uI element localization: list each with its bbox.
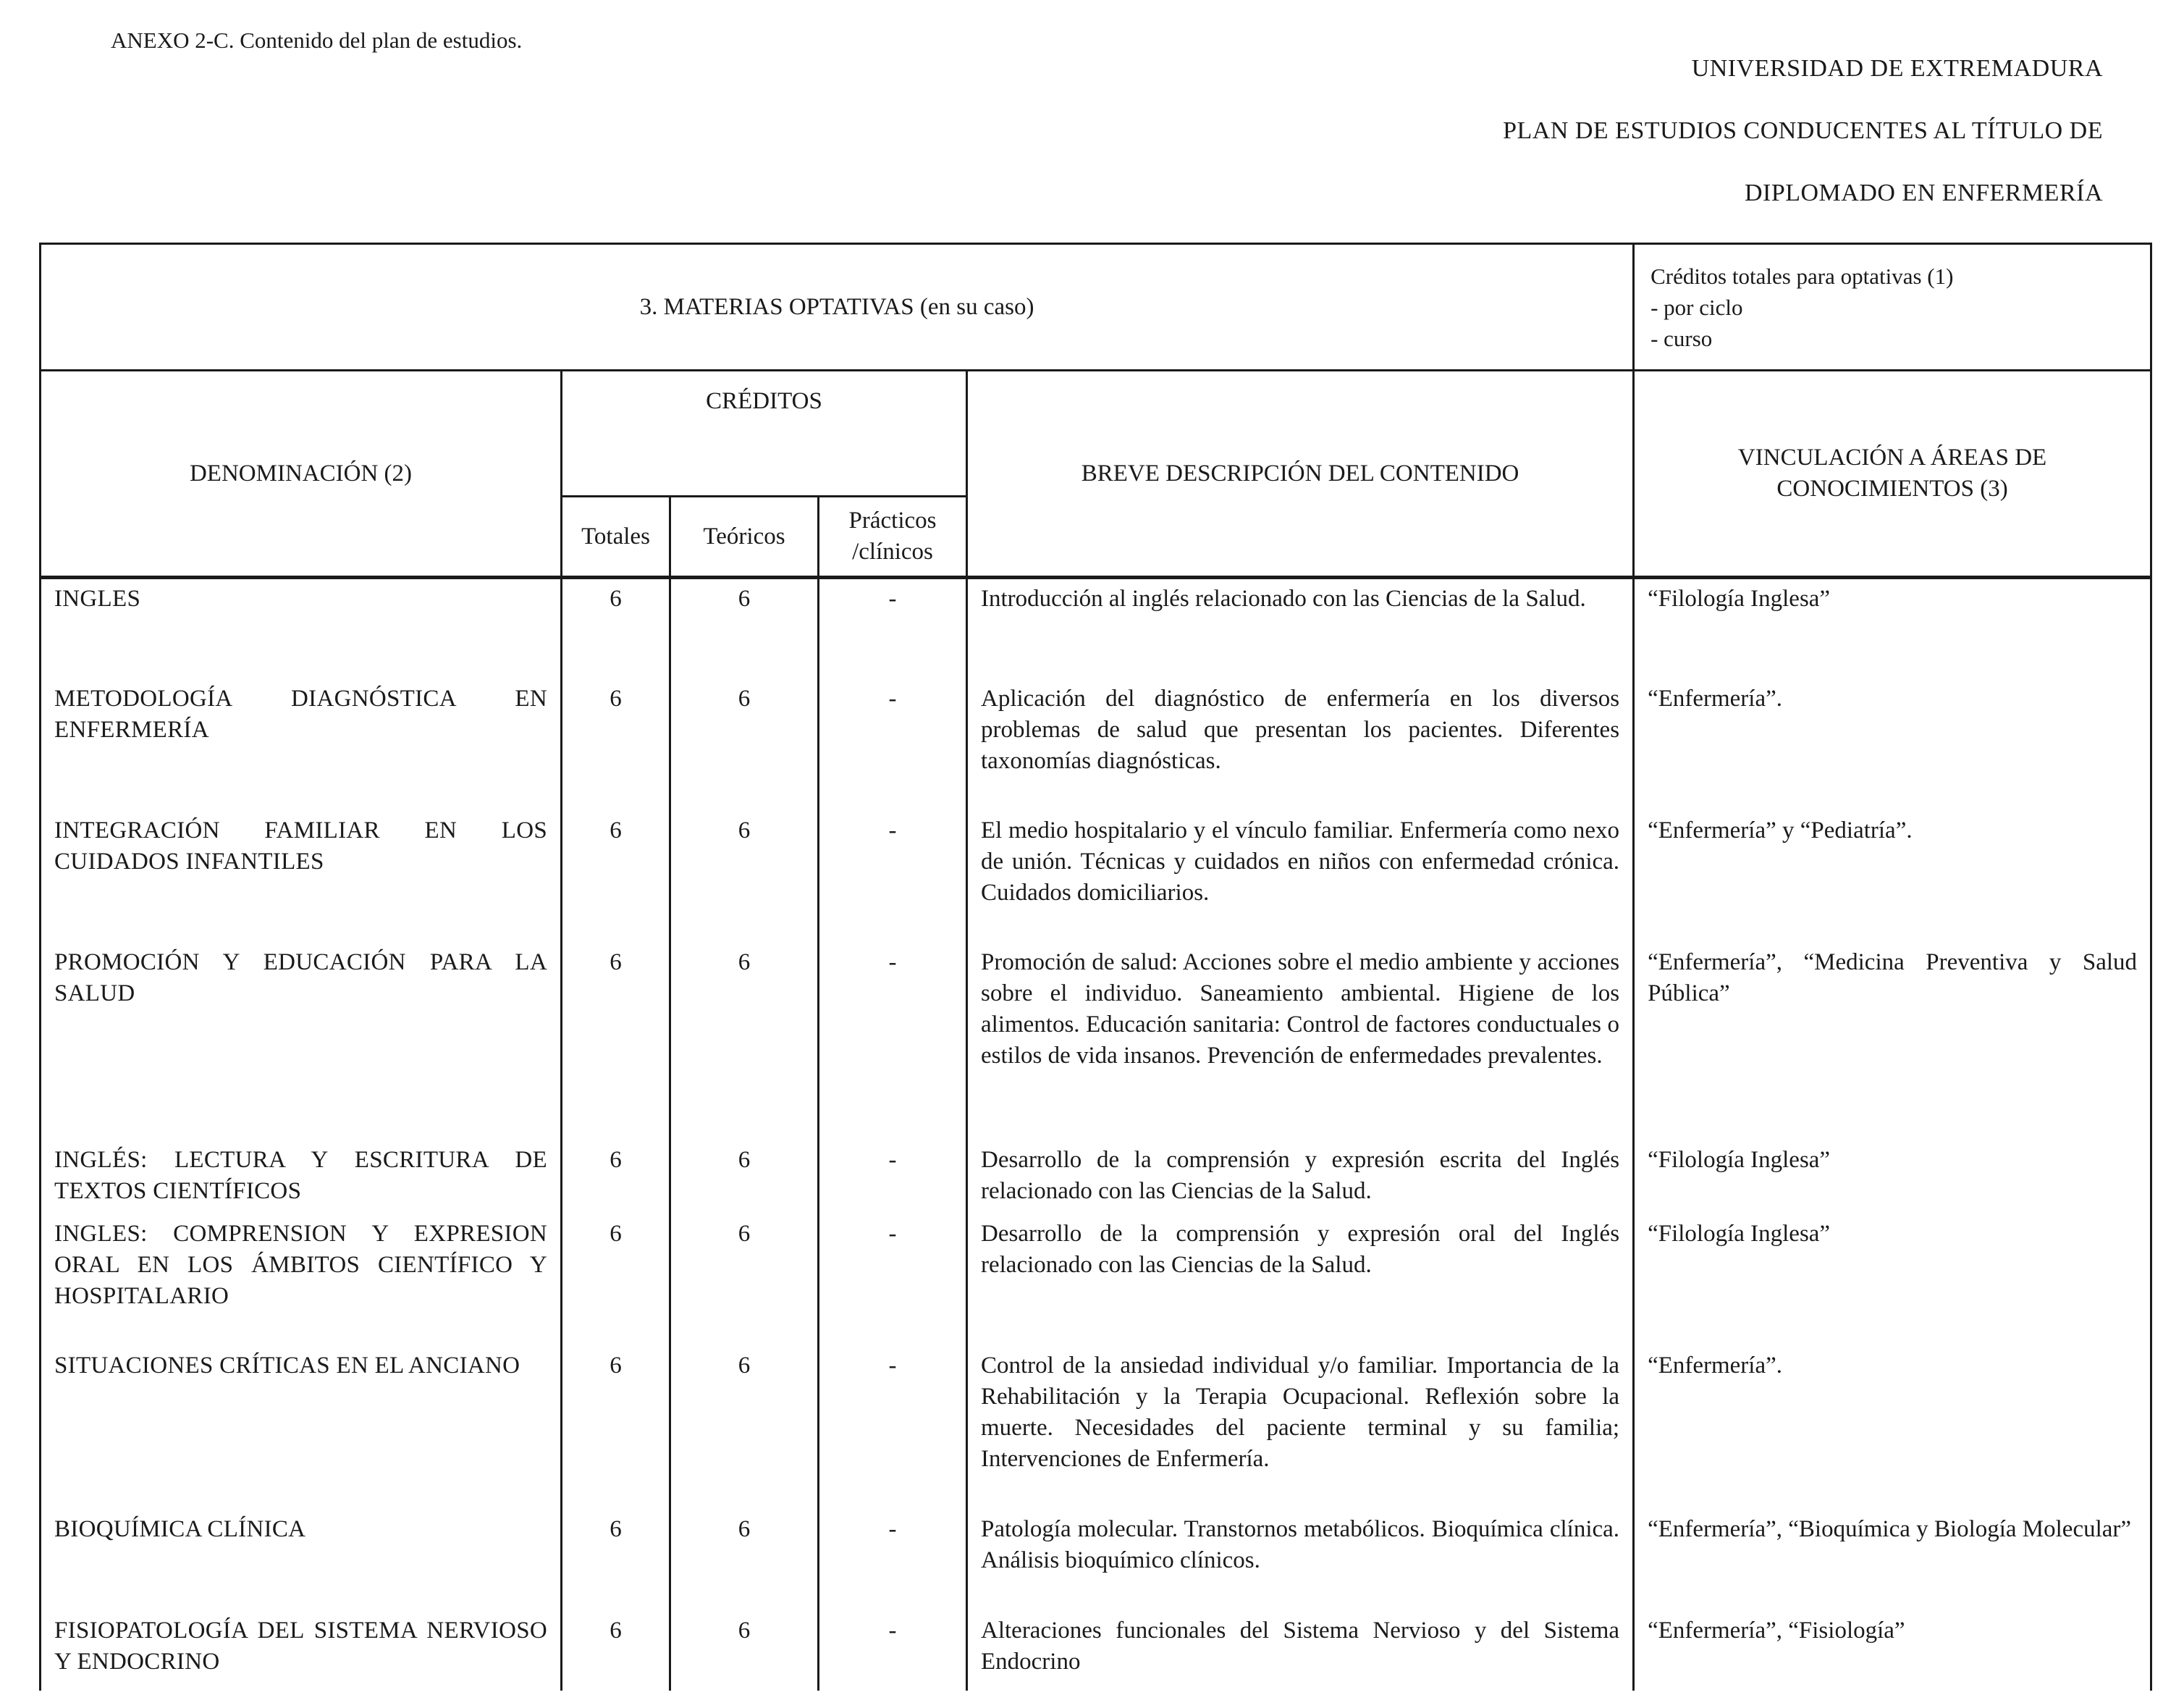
cell-descripcion: Aplicación del diagnóstico de enfermería en los diversos problemas de salud que presentan los pacientes. Diferentes taxonomías diagnósticas. (967, 679, 1634, 811)
cell-teoricos: 6 (670, 578, 819, 679)
table-row (41, 1140, 2151, 1214)
cell-areas: “Filología Inglesa” (1634, 578, 2151, 679)
table-row (41, 1611, 2151, 1691)
university-name: UNIVERSIDAD DE EXTREMADURA (1691, 55, 2103, 82)
cell-areas: “Enfermería”. (1634, 1346, 2151, 1510)
cell-descripcion: Patología molecular. Transtornos metabólicos. Bioquímica clínica. Análisis bioquímico clínicos. (967, 1510, 1634, 1611)
cell-teoricos: 6 (670, 1611, 819, 1691)
cell-areas: “Enfermería”, “Medicina Preventiva y Salud Pública” (1634, 943, 2151, 1140)
cell-descripcion: Promoción de salud: Acciones sobre el medio ambiente y acciones sobre el individuo. Saneamiento ambiental. Higiene de los alimentos. Educación sanitaria: Control de factores conductuales o estilos de vida insanos. Prevención de enfermedades prevalentes. (967, 943, 1634, 1140)
table-row (41, 578, 2151, 679)
col-teoricos-header: Teóricos (670, 497, 819, 578)
table-row (41, 811, 2151, 943)
credits-total-line: - curso (1650, 325, 1713, 351)
cell-totales: 6 (562, 811, 670, 943)
cell-areas: “Filología Inglesa” (1634, 1140, 2151, 1214)
cell-teoricos: 6 (670, 811, 819, 943)
cell-descripcion: Desarrollo de la comprensión y expresión escrita del Inglés relacionado con las Ciencias de la Salud. (967, 1140, 1634, 1214)
cell-denominacion: FISIOPATOLOGÍA DEL SISTEMA NERVIOSO Y ENDOCRINO (41, 1611, 562, 1691)
cell-totales: 6 (562, 1346, 670, 1510)
table-row (41, 1346, 2151, 1510)
cell-teoricos: 6 (670, 1140, 819, 1214)
credits-total-note (1634, 244, 2151, 371)
col-descripcion-header: BREVE DESCRIPCIÓN DEL CONTENIDO (967, 371, 1634, 578)
col-totales-header: Totales (562, 497, 670, 578)
cell-denominacion: INGLÉS: LECTURA Y ESCRITURA DE TEXTOS CIENTÍFICOS (41, 1140, 562, 1214)
cell-totales: 6 (562, 1611, 670, 1691)
section-title: 3. MATERIAS OPTATIVAS (en su caso) (41, 244, 1634, 371)
cell-practicos: - (819, 1346, 967, 1510)
cell-descripcion: Alteraciones funcionales del Sistema Nervioso y del Sistema Endocrino (967, 1611, 1634, 1691)
cell-denominacion: INGLES (41, 578, 562, 679)
col-creditos-header: CRÉDITOS (562, 371, 967, 497)
cell-denominacion: METODOLOGÍA DIAGNÓSTICA EN ENFERMERÍA (41, 679, 562, 811)
cell-teoricos: 6 (670, 1346, 819, 1510)
plan-title: PLAN DE ESTUDIOS CONDUCENTES AL TÍTULO DE (1503, 117, 2103, 144)
cell-descripcion: Desarrollo de la comprensión y expresión oral del Inglés relacionado con las Ciencias de la Salud. (967, 1214, 1634, 1346)
cell-denominacion: BIOQUÍMICA CLÍNICA (41, 1510, 562, 1611)
cell-practicos: - (819, 811, 967, 943)
degree-title: DIPLOMADO EN ENFERMERÍA (1744, 180, 2103, 206)
col-vinculacion-header: VINCULACIÓN A ÁREAS DE CONOCIMIENTOS (3) (1634, 371, 2151, 578)
cell-areas: “Filología Inglesa” (1634, 1214, 2151, 1346)
cell-practicos: - (819, 578, 967, 679)
col-denominacion-header: DENOMINACIÓN (2) (41, 371, 562, 578)
cell-practicos: - (819, 1214, 967, 1346)
cell-descripcion: El medio hospitalario y el vínculo familiar. Enfermería como nexo de unión. Técnicas y cuidados en niños con enfermedad crónica. Cuidados domiciliarios. (967, 811, 1634, 943)
table-row (41, 943, 2151, 1140)
cell-practicos: - (819, 679, 967, 811)
cell-descripcion: Introducción al inglés relacionado con las Ciencias de la Salud. (967, 578, 1634, 679)
cell-totales: 6 (562, 578, 670, 679)
table-row (41, 1214, 2151, 1346)
cell-teoricos: 6 (670, 1510, 819, 1611)
credits-total-line: - por ciclo (1650, 294, 1743, 320)
table-row (41, 679, 2151, 811)
cell-totales: 6 (562, 1510, 670, 1611)
cell-areas: “Enfermería”. (1634, 679, 2151, 811)
cell-totales: 6 (562, 1140, 670, 1214)
cell-teoricos: 6 (670, 679, 819, 811)
cell-totales: 6 (562, 943, 670, 1140)
cell-areas: “Enfermería” y “Pediatría”. (1634, 811, 2151, 943)
cell-denominacion: SITUACIONES CRÍTICAS EN EL ANCIANO (41, 1346, 562, 1510)
optional-subjects-table (39, 243, 2152, 1691)
table-row (41, 1510, 2151, 1611)
cell-practicos: - (819, 1510, 967, 1611)
col-practicos-header: Prácticos /clínicos (819, 497, 967, 578)
cell-practicos: - (819, 943, 967, 1140)
cell-areas: “Enfermería”, “Fisiología” (1634, 1611, 2151, 1691)
cell-denominacion: INGLES: COMPRENSION Y EXPRESION ORAL EN LOS ÁMBITOS CIENTÍFICO Y HOSPITALARIO (41, 1214, 562, 1346)
annex-title: ANEXO 2-C. Contenido del plan de estudios. (111, 28, 523, 53)
cell-descripcion: Control de la ansiedad individual y/o familiar. Importancia de la Rehabilitación y la Terapia Ocupacional. Reflexión sobre la muerte. Necesidades del paciente terminal y su familia; Intervenciones de Enfermería. (967, 1346, 1634, 1510)
cell-denominacion: PROMOCIÓN Y EDUCACIÓN PARA LA SALUD (41, 943, 562, 1140)
cell-totales: 6 (562, 1214, 670, 1346)
cell-denominacion: INTEGRACIÓN FAMILIAR EN LOS CUIDADOS INFANTILES (41, 811, 562, 943)
cell-areas: “Enfermería”, “Bioquímica y Biología Molecular” (1634, 1510, 2151, 1611)
cell-teoricos: 6 (670, 1214, 819, 1346)
cell-practicos: - (819, 1611, 967, 1691)
cell-practicos: - (819, 1140, 967, 1214)
cell-teoricos: 6 (670, 943, 819, 1140)
cell-totales: 6 (562, 679, 670, 811)
credits-total-line: Créditos totales para optativas (1) (1650, 263, 1954, 289)
